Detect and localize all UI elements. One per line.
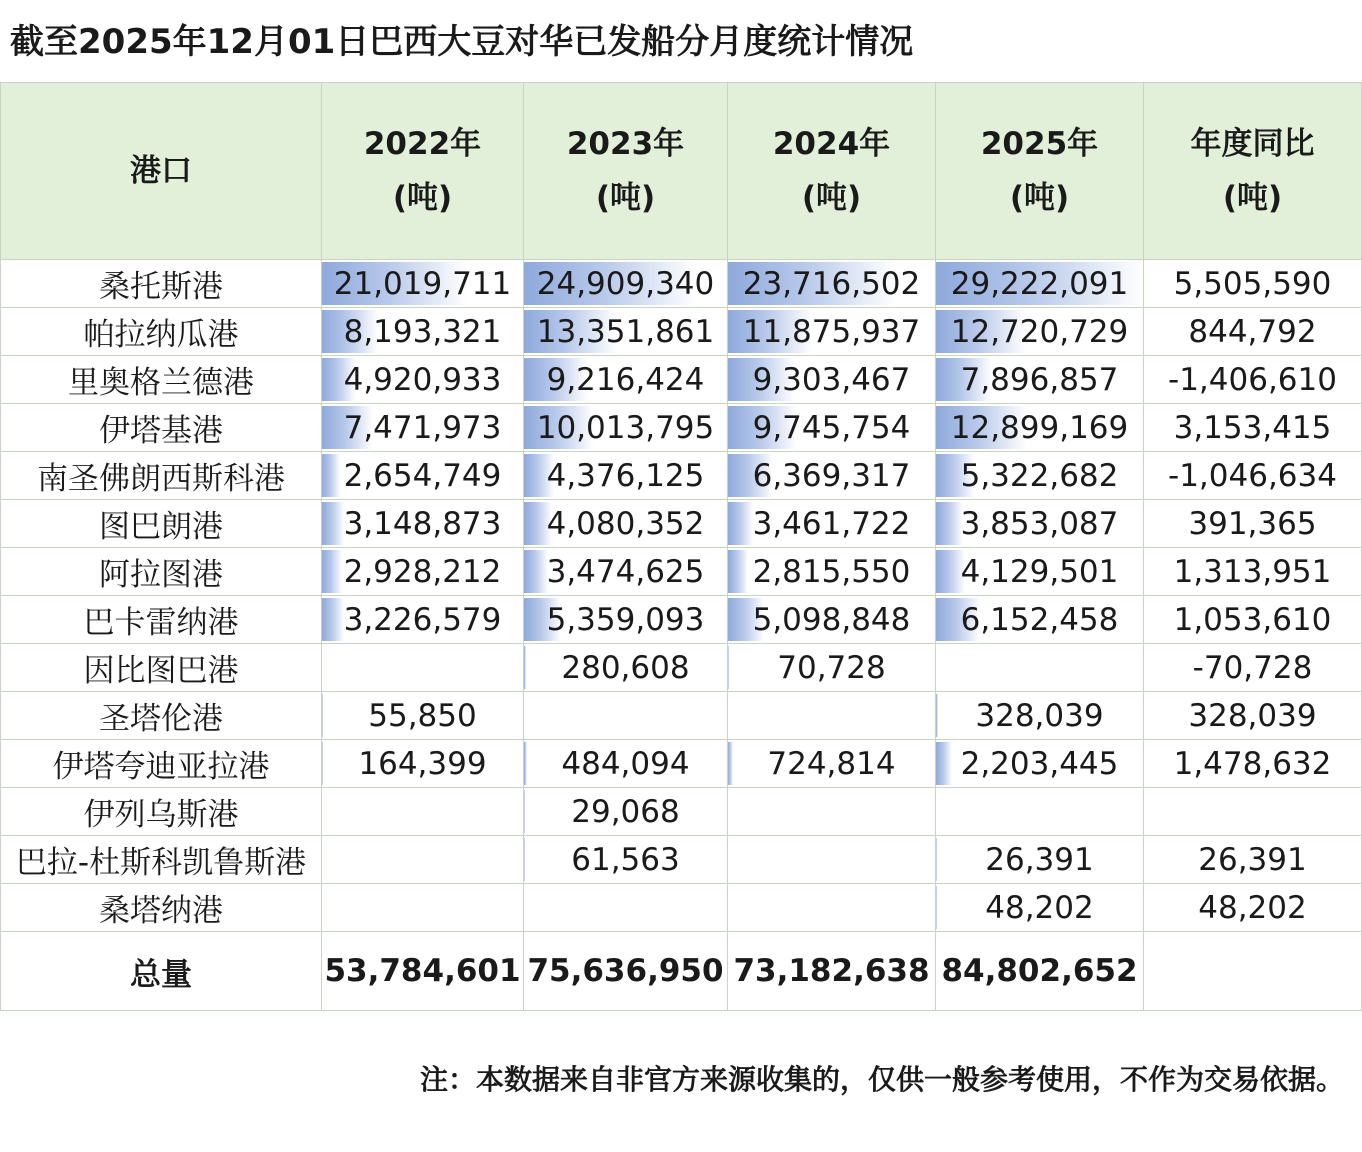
table-row <box>1 740 1362 788</box>
value-cell-2024 <box>728 404 936 452</box>
cell-value: 29,222,091 <box>950 265 1129 302</box>
table-row <box>1 884 1362 932</box>
value-cell-yoy <box>1144 884 1362 932</box>
value-cell-yoy <box>1144 452 1362 500</box>
value-cell-2023 <box>524 836 728 884</box>
total-yoy <box>1144 932 1362 1011</box>
table-row <box>1 836 1362 884</box>
value-cell-2024 <box>728 356 936 404</box>
table-row <box>1 644 1362 692</box>
total-2022: 53,784,601 <box>322 932 524 1011</box>
page-title: 截至2025年12月01日巴西大豆对华已发船分月度统计情况 <box>10 22 914 62</box>
header-port <box>1 83 322 260</box>
value-cell-2025 <box>936 836 1144 884</box>
cell-value: 1,313,951 <box>1173 553 1332 590</box>
cell-value: 10,013,795 <box>536 409 715 446</box>
table-row <box>1 452 1362 500</box>
value-cell-2023 <box>524 596 728 644</box>
value-cell-yoy <box>1144 356 1362 404</box>
value-cell-2023 <box>524 500 728 548</box>
data-bar <box>322 454 340 497</box>
header-yoy-label: 年度同比 <box>1190 126 1315 162</box>
value-cell-2025 <box>936 500 1144 548</box>
value-cell-2023 <box>524 308 728 356</box>
cell-value: 2,815,550 <box>752 553 911 590</box>
data-bar <box>322 742 323 785</box>
value-cell-2025 <box>936 548 1144 596</box>
value-cell-2025 <box>936 308 1144 356</box>
value-cell-2025 <box>936 452 1144 500</box>
value-cell-2022 <box>322 356 524 404</box>
cell-value: -1,046,634 <box>1168 457 1337 494</box>
value-cell-2022 <box>322 404 524 452</box>
value-cell-yoy <box>1144 308 1362 356</box>
value-cell-2023 <box>524 692 728 740</box>
total-row <box>1 932 1362 1011</box>
value-cell-2023 <box>524 356 728 404</box>
cell-value: 9,303,467 <box>752 361 911 398</box>
port-name-cell: 因比图巴港 <box>1 644 322 692</box>
cell-value: 8,193,321 <box>343 313 502 350</box>
header-port-label: 港口 <box>130 153 192 189</box>
cell-value: 844,792 <box>1188 313 1317 350</box>
cell-value: 13,351,861 <box>536 313 715 350</box>
port-name-cell: 阿拉图港 <box>1 548 322 596</box>
value-cell-2025 <box>936 644 1144 692</box>
value-cell-yoy <box>1144 740 1362 788</box>
cell-value: 2,928,212 <box>343 553 502 590</box>
value-cell-2024 <box>728 596 936 644</box>
data-bar <box>524 742 527 785</box>
value-cell-2024 <box>728 452 936 500</box>
cell-value: 328,039 <box>1188 697 1317 734</box>
value-cell-2023 <box>524 548 728 596</box>
cell-value: 48,202 <box>985 889 1094 926</box>
header-yoy-unit: (吨) <box>1222 180 1283 216</box>
header-2022-unit: (吨) <box>392 180 453 216</box>
table-row <box>1 404 1362 452</box>
header-2023-unit: (吨) <box>595 180 656 216</box>
value-cell-2022 <box>322 644 524 692</box>
value-cell-yoy <box>1144 500 1362 548</box>
value-cell-2022 <box>322 260 524 308</box>
value-cell-2022 <box>322 740 524 788</box>
cell-value: -70,728 <box>1192 649 1313 686</box>
cell-value: 3,853,087 <box>960 505 1119 542</box>
cell-value: 12,720,729 <box>950 313 1129 350</box>
value-cell-2023 <box>524 644 728 692</box>
data-bar <box>936 502 963 545</box>
cell-value: 29,068 <box>571 793 680 830</box>
total-2025: 84,802,652 <box>936 932 1144 1011</box>
cell-value: 3,153,415 <box>1173 409 1332 446</box>
value-cell-2023 <box>524 404 728 452</box>
port-name-cell: 伊列乌斯港 <box>1 788 322 836</box>
value-cell-2022 <box>322 884 524 932</box>
value-cell-2022 <box>322 500 524 548</box>
cell-value: 26,391 <box>985 841 1094 878</box>
cell-value: 724,814 <box>767 745 896 782</box>
port-name-cell: 巴拉-杜斯科凯鲁斯港 <box>1 836 322 884</box>
cell-value: 280,608 <box>561 649 690 686</box>
total-2024: 73,182,638 <box>728 932 936 1011</box>
header-2023 <box>524 83 728 260</box>
value-cell-2024 <box>728 836 936 884</box>
header-row <box>1 83 1362 260</box>
header-2022 <box>322 83 524 260</box>
disclaimer-note: 注：本数据来自非官方来源收集的，仅供一般参考使用，不作为交易依据。 <box>419 1063 1344 1096</box>
header-2022-year: 2022年 <box>363 126 482 162</box>
data-bar <box>936 694 938 737</box>
value-cell-2023 <box>524 884 728 932</box>
cell-value: 26,391 <box>1198 841 1307 878</box>
data-bar <box>524 550 548 593</box>
cell-value: 3,148,873 <box>343 505 502 542</box>
value-cell-2025 <box>936 404 1144 452</box>
cell-value: 4,129,501 <box>960 553 1119 590</box>
port-name-cell: 巴卡雷纳港 <box>1 596 322 644</box>
value-cell-2024 <box>728 308 936 356</box>
value-cell-yoy <box>1144 548 1362 596</box>
port-name-cell: 帕拉纳瓜港 <box>1 308 322 356</box>
cell-value: 5,322,682 <box>960 457 1119 494</box>
table-row <box>1 260 1362 308</box>
table-row <box>1 356 1362 404</box>
total-label: 总量 <box>1 932 322 1011</box>
value-cell-yoy <box>1144 596 1362 644</box>
value-cell-2024 <box>728 500 936 548</box>
data-bar <box>322 598 344 641</box>
cell-value: 5,359,093 <box>546 601 705 638</box>
cell-value: 4,080,352 <box>546 505 705 542</box>
total-2023: 75,636,950 <box>524 932 728 1011</box>
port-name-cell: 桑塔纳港 <box>1 884 322 932</box>
value-cell-2022 <box>322 788 524 836</box>
cell-value: 328,039 <box>975 697 1104 734</box>
cell-value: 3,461,722 <box>752 505 911 542</box>
table-row <box>1 596 1362 644</box>
value-cell-yoy <box>1144 644 1362 692</box>
value-cell-2022 <box>322 596 524 644</box>
value-cell-yoy <box>1144 788 1362 836</box>
value-cell-yoy <box>1144 692 1362 740</box>
value-cell-2023 <box>524 740 728 788</box>
value-cell-yoy <box>1144 836 1362 884</box>
table-row <box>1 788 1362 836</box>
cell-value: 7,471,973 <box>343 409 502 446</box>
data-bar <box>728 550 748 593</box>
header-2024-unit: (吨) <box>801 180 862 216</box>
table-row <box>1 308 1362 356</box>
cell-value: 6,369,317 <box>752 457 911 494</box>
value-cell-2025 <box>936 356 1144 404</box>
cell-value: 9,216,424 <box>546 361 705 398</box>
value-cell-2022 <box>322 836 524 884</box>
cell-value: 2,203,445 <box>960 745 1119 782</box>
data-bar <box>322 502 344 545</box>
port-name-cell: 伊塔夸迪亚拉港 <box>1 740 322 788</box>
cell-value: 391,365 <box>1188 505 1317 542</box>
header-2025 <box>936 83 1144 260</box>
data-bar <box>322 550 342 593</box>
port-name-cell: 伊塔基港 <box>1 404 322 452</box>
value-cell-2022 <box>322 692 524 740</box>
cell-value: 7,896,857 <box>960 361 1119 398</box>
cell-value: 164,399 <box>358 745 487 782</box>
port-name-cell: 图巴朗港 <box>1 500 322 548</box>
value-cell-2022 <box>322 452 524 500</box>
data-bar <box>728 742 733 785</box>
cell-value: 2,654,749 <box>343 457 502 494</box>
value-cell-2025 <box>936 788 1144 836</box>
value-cell-2023 <box>524 788 728 836</box>
cell-value: 21,019,711 <box>333 265 512 302</box>
value-cell-2024 <box>728 644 936 692</box>
data-bar <box>936 742 952 785</box>
value-cell-yoy <box>1144 260 1362 308</box>
cell-value: -1,406,610 <box>1168 361 1337 398</box>
port-name-cell: 里奥格兰德港 <box>1 356 322 404</box>
cell-value: 3,226,579 <box>343 601 502 638</box>
data-bar <box>728 502 753 545</box>
value-cell-2025 <box>936 692 1144 740</box>
value-cell-2024 <box>728 788 936 836</box>
header-2023-year: 2023年 <box>566 126 685 162</box>
cell-value: 4,376,125 <box>546 457 705 494</box>
value-cell-2025 <box>936 740 1144 788</box>
cell-value: 3,474,625 <box>546 553 705 590</box>
value-cell-2025 <box>936 884 1144 932</box>
data-bar <box>524 646 526 689</box>
value-cell-2025 <box>936 596 1144 644</box>
table-row <box>1 500 1362 548</box>
value-cell-2024 <box>728 548 936 596</box>
cell-value: 484,094 <box>561 745 690 782</box>
cell-value: 6,152,458 <box>960 601 1119 638</box>
value-cell-2023 <box>524 260 728 308</box>
cell-value: 11,875,937 <box>742 313 921 350</box>
value-cell-yoy <box>1144 404 1362 452</box>
cell-value: 55,850 <box>368 697 477 734</box>
value-cell-2024 <box>728 740 936 788</box>
table-row <box>1 548 1362 596</box>
header-2024 <box>728 83 936 260</box>
header-yoy <box>1144 83 1362 260</box>
value-cell-2023 <box>524 452 728 500</box>
cell-value: 24,909,340 <box>536 265 715 302</box>
value-cell-2022 <box>322 308 524 356</box>
cell-value: 9,745,754 <box>752 409 911 446</box>
cell-value: 70,728 <box>777 649 886 686</box>
shipment-table <box>0 82 1362 1011</box>
cell-value: 48,202 <box>1198 889 1307 926</box>
cell-value: 61,563 <box>571 841 680 878</box>
value-cell-2025 <box>936 260 1144 308</box>
value-cell-2024 <box>728 884 936 932</box>
value-cell-2024 <box>728 692 936 740</box>
value-cell-2024 <box>728 260 936 308</box>
cell-value: 5,098,848 <box>752 601 911 638</box>
value-cell-2022 <box>322 548 524 596</box>
header-2025-year: 2025年 <box>980 126 1099 162</box>
header-2025-unit: (吨) <box>1009 180 1070 216</box>
port-name-cell: 桑托斯港 <box>1 260 322 308</box>
cell-value: 23,716,502 <box>742 265 921 302</box>
cell-value: 12,899,169 <box>950 409 1129 446</box>
cell-value: 4,920,933 <box>343 361 502 398</box>
cell-value: 5,505,590 <box>1173 265 1332 302</box>
port-name-cell: 圣塔伦港 <box>1 692 322 740</box>
port-name-cell: 南圣佛朗西斯科港 <box>1 452 322 500</box>
table-row <box>1 692 1362 740</box>
cell-value: 1,478,632 <box>1173 745 1332 782</box>
header-2024-year: 2024年 <box>772 126 891 162</box>
cell-value: 1,053,610 <box>1173 601 1332 638</box>
